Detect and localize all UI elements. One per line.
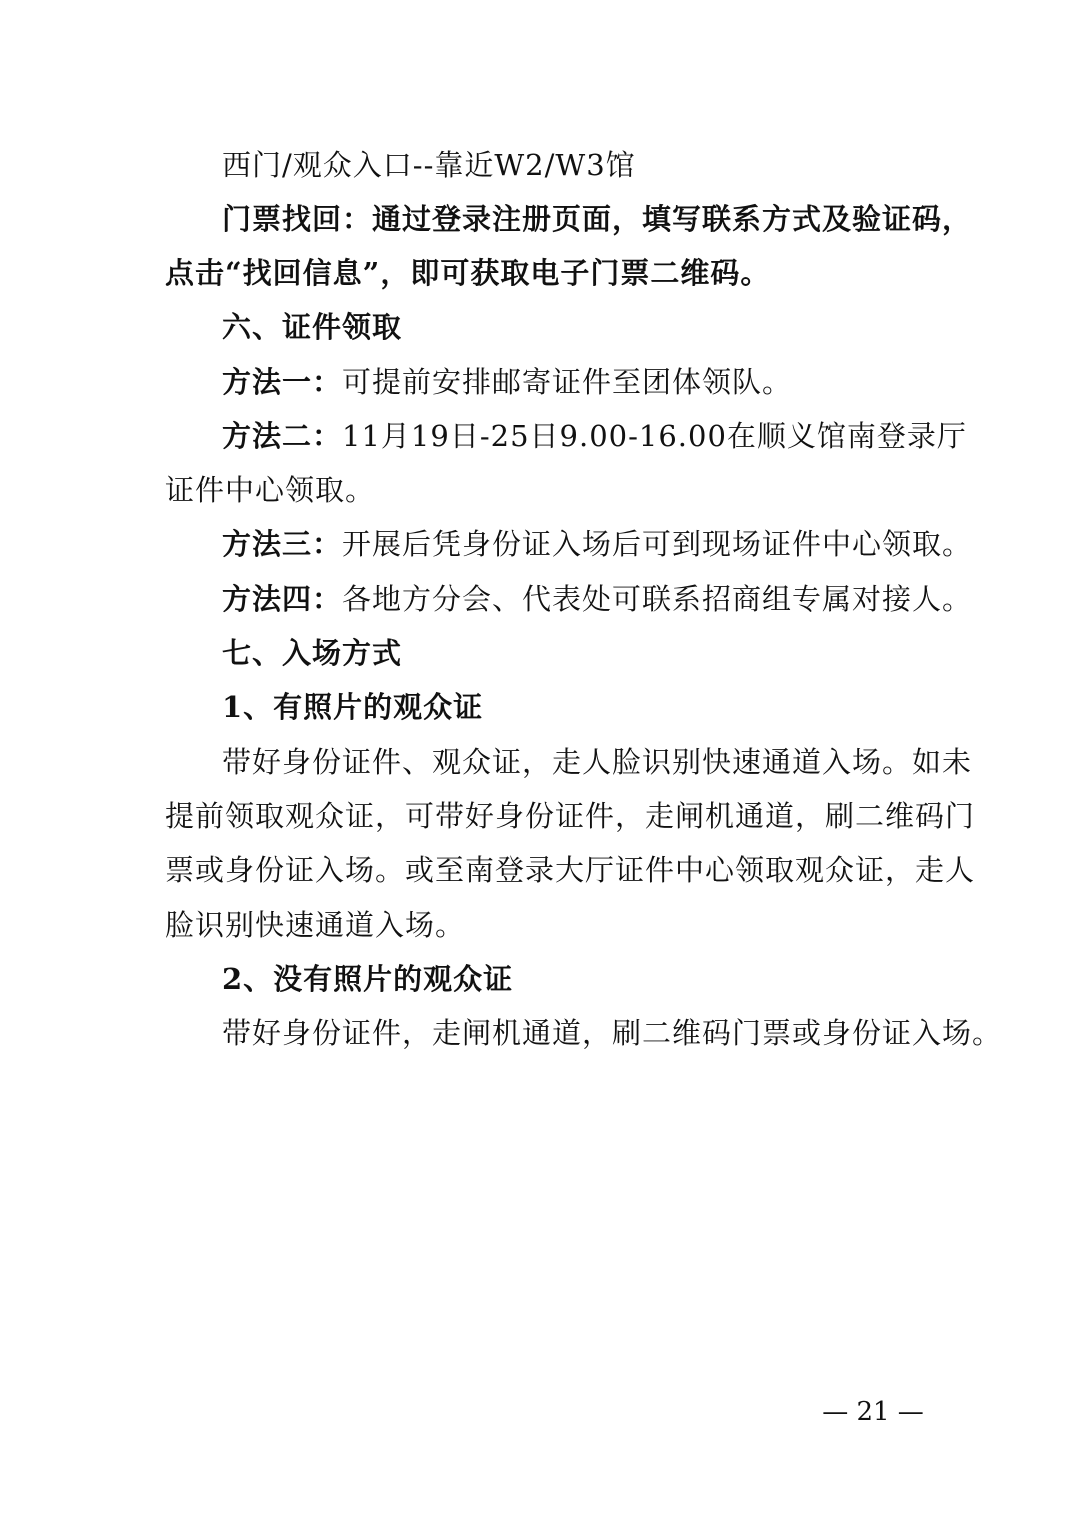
ticket-recovery-label: 门票找回： — [222, 202, 373, 236]
sub1-line-1: 带好身份证件、观众证，走人脸识别快速通道入场。如未 — [222, 745, 973, 779]
method4-label: 方法四： — [222, 582, 343, 616]
method2-paragraph — [222, 416, 1012, 456]
method2-label: 方法二： — [222, 419, 343, 453]
ticket-recovery-paragraph — [222, 199, 1012, 239]
sub1-heading: 1、有照片的观众证 — [222, 690, 484, 724]
sub2-heading: 2、没有照片的观众证 — [222, 962, 514, 996]
section6-heading: 六、证件领取 — [222, 310, 403, 344]
method3-text: 开展后凭身份证入场后可到现场证件中心领取。 — [342, 527, 973, 561]
method2-text-b: 证件中心领取。 — [165, 473, 376, 507]
method4-text: 各地方分会、代表处可联系招商组专属对接人。 — [342, 582, 973, 616]
sub1-line-3: 票或身份证入场。或至南登录大厅证件中心领取观众证，走人 — [165, 853, 976, 887]
method1-text: 可提前安排邮寄证件至团体领队。 — [342, 365, 793, 399]
page-number: — 21 — — [822, 1397, 924, 1427]
section7-heading: 七、入场方式 — [222, 636, 403, 670]
method1-label: 方法一： — [222, 365, 343, 399]
entrance-line: 西门/观众入口--靠近W2/W3馆 — [222, 148, 636, 182]
method1-paragraph — [222, 362, 1012, 402]
sub1-line-4: 脸识别快速通道入场。 — [165, 908, 466, 942]
method2-text-a: 11月19日-25日9.00-16.00在顺义馆南登录厅 — [342, 419, 967, 453]
ticket-recovery-text-a: 通过登录注册页面，填写联系方式及验证码， — [372, 202, 973, 236]
sub2-text: 带好身份证件，走闸机通道，刷二维码门票或身份证入场。 — [222, 1016, 1003, 1050]
method4-paragraph — [222, 579, 1012, 619]
method3-paragraph — [222, 524, 1012, 564]
ticket-recovery-text-b: 点击“找回信息”，即可获取电子门票二维码。 — [165, 256, 771, 290]
sub1-line-2: 提前领取观众证，可带好身份证件，走闸机通道，刷二维码门 — [165, 799, 976, 833]
method3-label: 方法三： — [222, 527, 343, 561]
